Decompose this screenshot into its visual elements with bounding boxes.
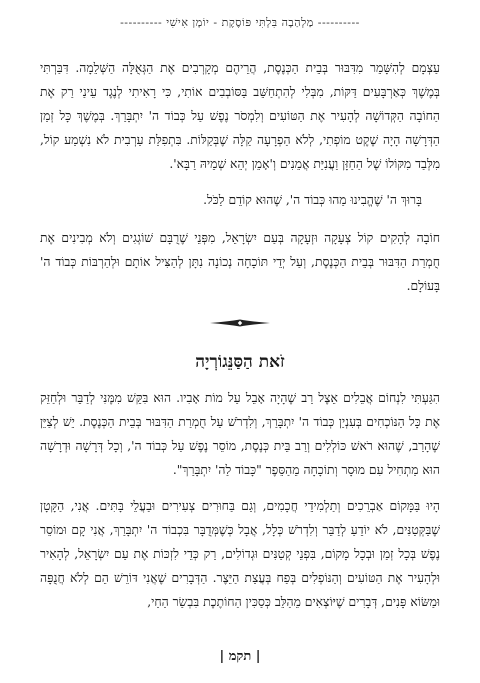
section-paragraph-1: הִגַּעְתִּי לִנְחוֹם אֲבֵלִים אֵצֶל רַב שֶׁהָיָה אָבֵל עַל מוֹת אָבִיו. הוּא בִּקֵּשׁ מִמֶּנִּי לְדַבֵּר וּלְחַזֵּק אֶת כָּל הַנּוֹכְחִים בְּעִנְיַן כְּבוֹד ה' יִתְבָּרַךְ, וְלִדְרֹשׁ עַל חֻמְרַת הַדִּבּוּר בְּבֵית הַכְּנֶסֶת. יֵשׁ לְצַיֵּן שֶׁהָרַב, שֶׁהוּא רֹאשׁ כּוֹלְלִים וְרַב בֵּית כְּנֶסֶת, מוֹסֵר נֶפֶשׁ עַל כְּבוֹד ה', וְכָל דְּרָשָׁה וּדְרָשָׁה הוּא מַתְחִיל עִם מוּסָר וְתוֹכָחָה מֵהַסֵּפֶר "כָּבוֹד לַה' יִתְבָּרַךְ". [40,391,440,477]
main-text [40,56,440,298]
body-paragraph-2: בָּרוּךְ ה' שֶׁהֱבִינוּ מַהוּ כְּבוֹד ה', שֶׁהוּא קוֹדֵם לַכֹּל. [203,193,422,207]
body-paragraph-1: עַצְמָם לְהִשָּׁמֵר מִדִּבּוּר בְּבֵית הַכְּנֶסֶת, הֲרֵיהֶם מְקָרְבִים אֶת הַגְּאֻלָּה הַשְּׁלֵמָה. דִּבַּרְתִּי בְּמֶשֶׁךְ כְּאַרְבָּעִים דַּקּוֹת, מִבְּלִי לְהִתְחַשֵּׁב בַּסּוֹבְבִים אוֹתִי, כִּי רָאִיתִי לְנֶגֶד עֵינַי רַק אֶת הַחוֹבָה הַקְּדוֹשָׁה לְהָעִיר אֶת הַטּוֹעִים וְלִמְסֹר נֶפֶשׁ עַל כְּבוֹד ה' יִתְבָּרַךְ. בְּמֶשֶׁךְ כָּל זְמַן הַדְּרָשָׁה הָיָה שֶׁקֶט מוֹפְתִי, לְלֹא הַפְרָעָה קַלָּה שֶׁבְּקַלּוֹת. בִּתְפִלַּת עַרְבִית לֹא נִשְׁמַע קוֹל, מִלְּבַד מִקּוֹלוֹ שֶׁל הַחַזָּן וַעֲנִיַּת אֲמֵנִים וְ'אָמֵן יְהֵא שְׁמֵיהּ רַבָּא'. [40,61,440,171]
section-text [40,386,440,614]
section-title: זֹאת הַסַּנֵּגוֹרְיָה [195,352,285,372]
page-number: | תקמ | [219,649,261,664]
body-paragraph-3: חוֹבָה לְהָקִים קוֹל צְעָקָה וּזְעָקָה בְּעַם יִשְׂרָאֵל, מִפְּנֵי שֶׁרֻבָּם שׁוֹגְגִים וְלֹא מְבִינִים אֶת חֻמְרַת הַדִּבּוּר בְּבֵית הַכְּנֶסֶת, וְעַל יְדֵי תּוֹכָחָה נְכוֹנָה נִתָּן לְהַצִּיל אוֹתָם וּלְהַרְבּוֹת כְּבוֹד ה' בָּעוֹלָם. [40,231,440,293]
running-header: ---------- מַלְהַבָה בִּלְתִּי פּוֹסֶקֶת - יוֹמָן אִישִׁי ---------- [120,16,360,29]
section-divider [208,318,272,328]
ornament-divider-icon [208,318,272,328]
section-paragraph-2: הָיוּ בַּמָּקוֹם אַבְרֵכִים וְתַלְמִידֵי חֲכָמִים, וְגַם בַּחוּרִים צְעִירִים וּבַעֲלֵי בָּתִּים. אֲנִי, הַקָּטָן שֶׁבַּקְּטַנִּים, לֹא יוֹדֵעַ לְדַבֵּר וְלִדְרֹשׁ כְּלָל, אֲבָל כְּשֶׁמְּדֻבָּר בִּכְבוֹד ה' יִתְבָּרַךְ, אֲנִי קָם וּמוֹסֵר נֶפֶשׁ בְּכָל זְמַן וּבְכָל מָקוֹם, בִּפְנֵי קְטַנִּים וּגְדוֹלִים, רַק כְּדֵי לִזְכּוֹת אֶת עַם יִשְׂרָאֵל, לְהָאִיר וּלְהָעִיר אֶת הַטּוֹעִים וְהַנּוֹפְלִים בְּפַח בְּעֲצַת הַיֵּצֶר. הַדְּבָרִים שֶׁאֲנִי דּוֹרֵשׁ הֵם לְלֹא חֲנֻפָּה וּמַשּׂוֹא פָּנִים, דְּבָרִים שֶׁיּוֹצְאִים מֵהַלֵּב כְּסַכִּין הַחוֹתֶכֶת בִּבְשַׂר הַחַי, [40,499,441,609]
